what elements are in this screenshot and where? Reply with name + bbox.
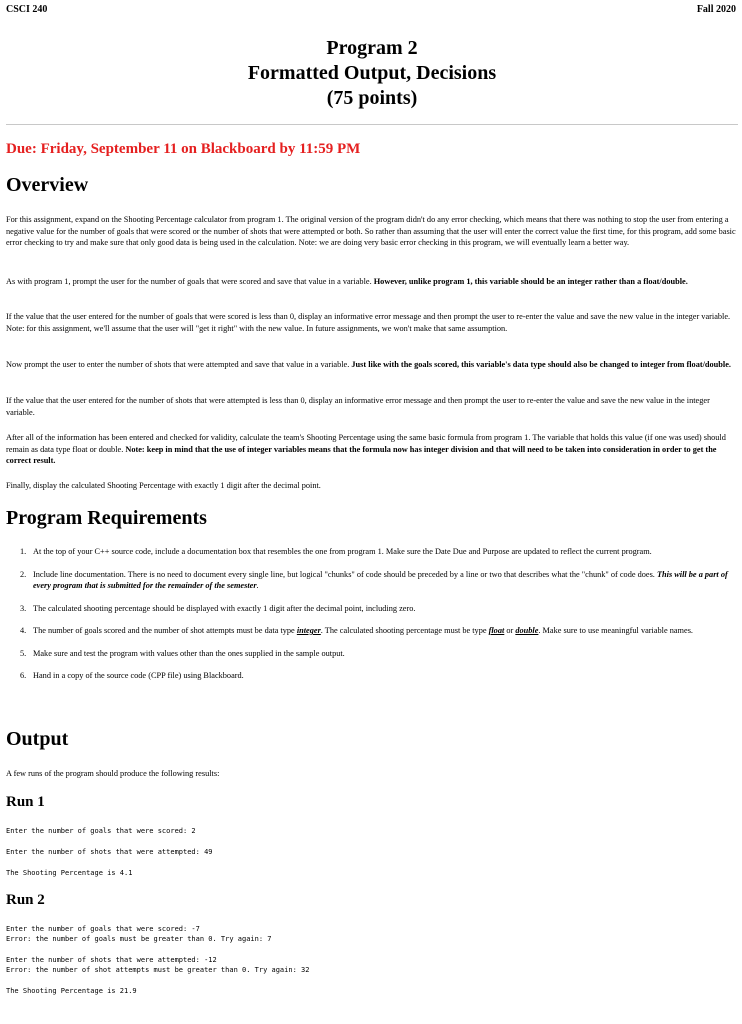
requirement-item: 3. The calculated shooting percentage should be displayed with exactly 1 digit after the decimal point, including zero. [20,603,416,613]
overview-paragraph-6: After all of the information has been entered and checked for validity, calculate the team's Shooting Percentage using the same basic formula from program 1. The variable that holds this value (if one was used) should remain as data type float or double. Note: keep in mind that the use of integer variables means that the formula now has integer division and that will need to be taken into consideration in order to get the correct result. [6,433,726,465]
overview-paragraph-1: For this assignment, expand on the Shooting Percentage calculator from program 1. The original version of the program didn't do any error checking, which means that there was nothing to stop the user from entering a negative value for the number of goals that were scored or the number of shots that were attempted or both. So rather than assuming that the user will enter the correct value the first time, for this program, add some basic error checking to try and make sure that only good data is being used in the calculation. Note: we are doing very basic error checking in this program, we will eventually learn a better way. [6,215,736,247]
overview-paragraph-5: If the value that the user entered for the number of shots that were attempted is less than 0, display an informative error message and then prompt the user to re-enter the value and save the new value in the integer variable. [6,396,710,417]
emphasis: Note: keep in mind that the use of integer variables means that the formula now has integer division and that will need to be taken into consideration in order to get the correct result. [6,444,717,465]
due-date: Due: Friday, September 11 on Blackboard by 11:59 PM [6,141,361,157]
run-1-line: The Shooting Percentage is 4.1 [6,869,133,877]
requirement-item: 6. Hand in a copy of the source code (CPP file) using Blackboard. [20,671,244,680]
title-line-2: Formatted Output, Decisions [247,62,497,84]
type-float: float [488,626,505,635]
emphasis: This will be a part of every program that is submitted for the remainder of the semester [33,569,728,590]
emphasis: Just like with the goals scored, this variable's data type should also be changed to integer from float/double. [351,360,731,369]
requirement-item: 4. The number of goals scored and the number of shot attempts must be data type integer. The calculated shooting percentage must be type float or double. Make sure to use meaningful variable names. [20,626,694,635]
run-2-line: Error: the number of shot attempts must be greater than 0. Try again: 32 [6,966,310,974]
overview-paragraph-4: Now prompt the user to enter the number of shots that were attempted and save that value in a variable. Just like with the goals scored, this variable's data type should also be changed to integer from float/double. [6,360,731,369]
type-double: double [515,626,539,635]
requirement-item: 2. Include line documentation. There is no need to document every single line, but logical "chunks" of code should be preceded by a line or two that describes what the "chunk" of code does. This will be a part of every program that is submitted for the remainder of the semester. [20,569,728,590]
run-2-line: Error: the number of goals must be greater than 0. Try again: 7 [6,935,272,943]
output-intro: A few runs of the program should produce the following results: [6,769,220,778]
output-heading: Output [6,728,69,750]
overview-paragraph-2: As with program 1, prompt the user for the number of goals that were scored and save that value in a variable. However, unlike program 1, this variable should be an integer rather than a float/double. [6,277,688,286]
course-label: CSCI 240 [6,4,48,15]
term-label: Fall 2020 [696,4,736,15]
run-2-line: Enter the number of goals that were scored: -7 [6,925,200,933]
run-2-line: Enter the number of shots that were attempted: -12 [6,956,217,964]
requirement-item: 1. At the top of your C++ source code, include a documentation box that resembles the one from program 1. Make sure the Date Due and Purpose are updated to reflect the current program. [20,547,652,556]
overview-paragraph-3: If the value that the user entered for the number of goals that were scored is less than 0, display an informative error message and then prompt the user to re-enter the value and save the new value in the integer variable. Note: for this assignment, we'll assume that the user will "get it right" with the new value. In future assignments, we won't make that same assumption. [6,312,731,333]
type-integer: integer [296,626,321,635]
requirements-list [6,546,736,693]
run-2-line: The Shooting Percentage is 21.9 [6,987,137,995]
run-2-heading: Run 2 [6,892,45,908]
title-line-1: Program 2 [326,37,418,59]
divider [6,124,738,125]
overview-heading: Overview [6,174,89,196]
requirement-item: 5. Make sure and test the program with values other than the ones supplied in the sample output. [20,648,345,658]
run-1-heading: Run 1 [6,794,45,810]
title-line-3: (75 points) [326,87,418,109]
requirements-heading: Program Requirements [6,507,207,529]
run-1-line: Enter the number of goals that were scored: 2 [6,827,196,835]
emphasis: However, unlike program 1, this variable should be an integer rather than a float/double. [373,277,688,286]
run-1-line: Enter the number of shots that were attempted: 49 [6,848,213,856]
page-title [6,36,738,111]
overview-paragraph-7: Finally, display the calculated Shooting Percentage with exactly 1 digit after the decimal point. [6,481,321,490]
